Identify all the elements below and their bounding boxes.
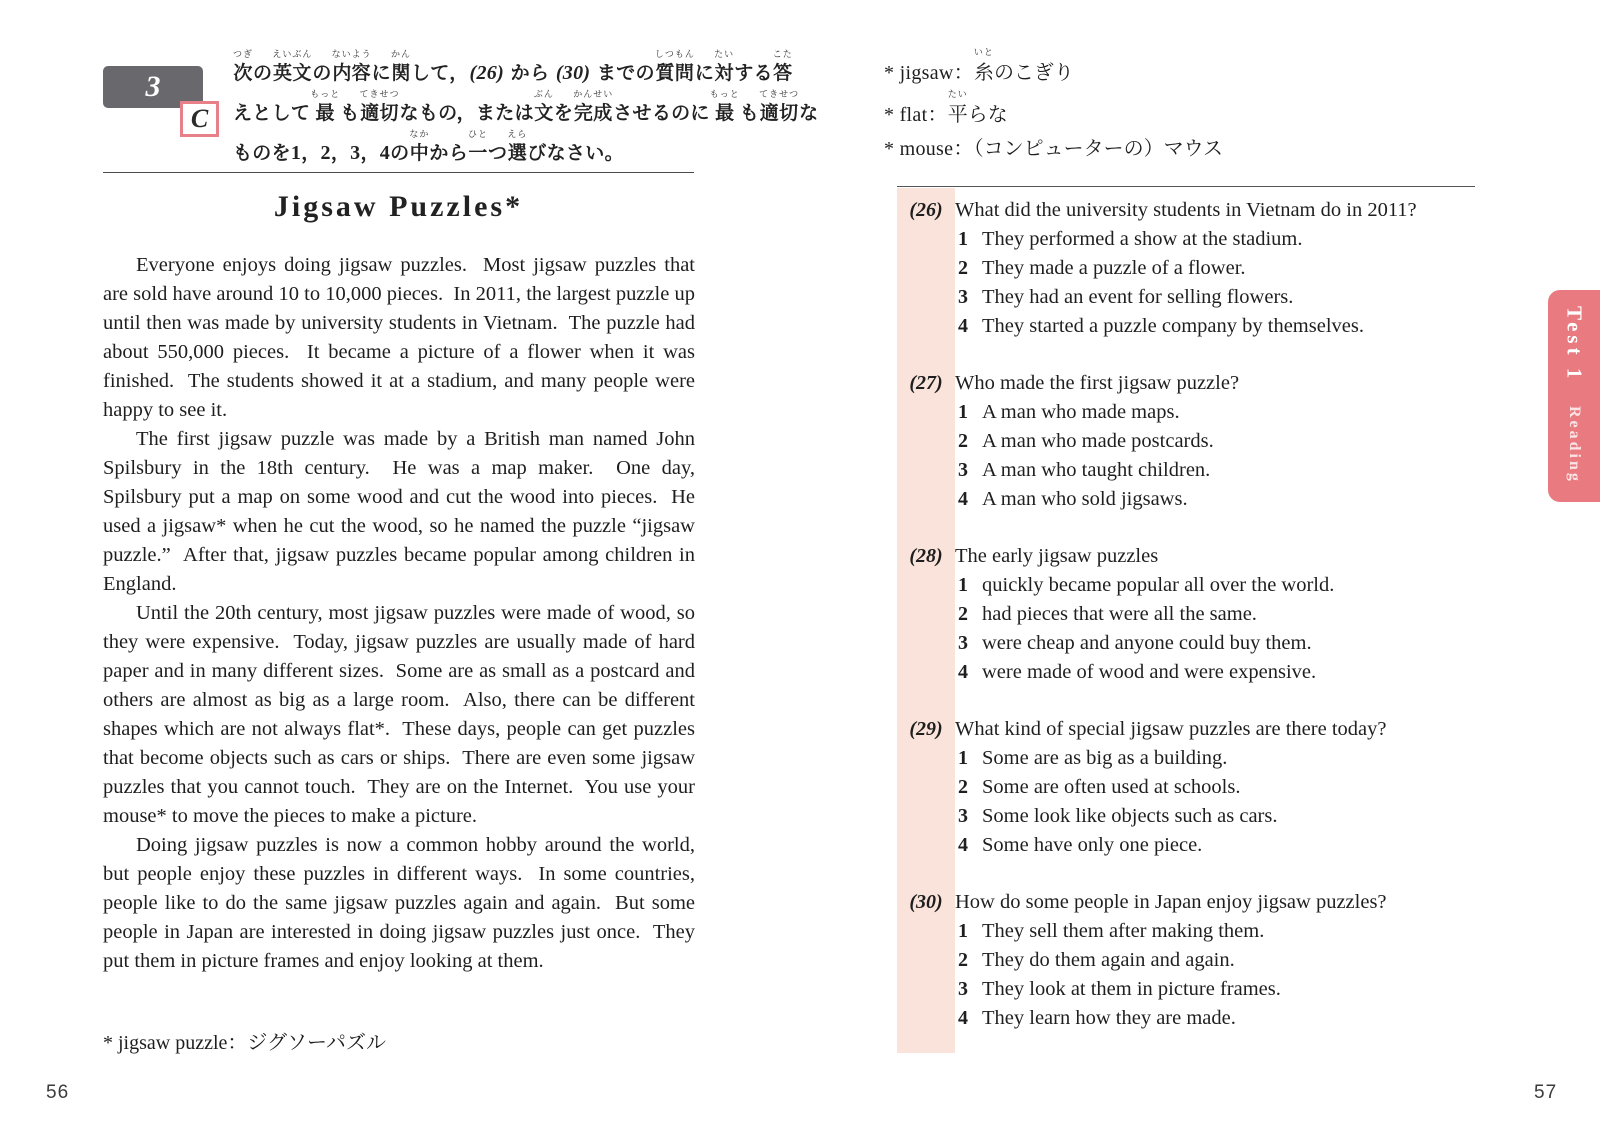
ruby-base: 一 — [468, 143, 488, 164]
option-text: They made a puzzle of a flower. — [982, 257, 1246, 279]
ruby-segment — [233, 50, 253, 90]
option-number: 3 — [958, 805, 968, 827]
plain-text: なもの，または — [399, 103, 534, 124]
option-number: 4 — [958, 834, 968, 856]
instruction-text — [233, 49, 819, 170]
option-text: A man who made maps. — [982, 401, 1180, 423]
furigana: こた — [772, 49, 793, 59]
passage-paragraph: Everyone enjoys doing jigsaw puzzles. Most jigsaw puzzles that are sold have around 10 to 10,000 pieces. In 2011, the largest puzzle up until then was made by university students in Vietnam. The puzzle had about 550,000 pieces. It became a picture of a flower when it was finished. The students showed it at a stadium, and many people were happy to see it. — [103, 254, 701, 421]
option-item — [955, 398, 1475, 427]
furigana: かんせい — [573, 89, 614, 99]
option-item — [955, 773, 1475, 802]
option-item — [955, 917, 1475, 946]
furigana: なか — [409, 129, 430, 139]
furigana: てきせつ — [359, 89, 400, 99]
plain-text: の — [312, 63, 332, 84]
option-text: They had an event for selling flowers. — [982, 286, 1294, 308]
question-block — [897, 715, 1475, 860]
side-tab — [1548, 290, 1600, 502]
plain-text: から — [429, 143, 469, 164]
ruby-segment — [974, 48, 994, 90]
ruby-segment — [507, 130, 527, 170]
ruby-base: 対 — [714, 63, 734, 84]
ruby-segment — [272, 50, 312, 90]
emphasized-text: 2 — [320, 142, 331, 164]
ruby-segment — [948, 90, 968, 132]
ruby-base: 適切 — [360, 103, 399, 124]
furigana: ひと — [468, 129, 489, 139]
question-text: The early jigsaw puzzles — [955, 545, 1159, 567]
glossary-item — [884, 90, 1223, 132]
emphasized-text: (26) — [469, 62, 505, 84]
ruby-base: 文 — [534, 103, 554, 124]
option-item — [955, 485, 1475, 514]
option-item — [955, 744, 1475, 773]
ruby-base: 関 — [391, 63, 411, 84]
option-text: Some are as big as a building. — [982, 747, 1228, 769]
passage-footnote: * jigsaw puzzle：ジグソーパズル — [103, 1032, 387, 1054]
emphasized-text: (30) — [555, 62, 591, 84]
ruby-segment — [573, 90, 613, 130]
instruction-line — [233, 89, 819, 130]
question-section-badge: 3 — [103, 66, 203, 108]
plain-text: して， — [411, 63, 469, 84]
ruby-segment — [773, 50, 793, 90]
furigana: いと — [973, 47, 994, 57]
plain-text: ， — [360, 143, 380, 164]
ruby-base: 選 — [507, 143, 528, 164]
question-block — [897, 888, 1475, 1033]
plain-text: から — [505, 63, 555, 84]
glossary-item — [884, 132, 1223, 166]
plain-text: びなさい。 — [527, 143, 624, 164]
ruby-base: 適切 — [759, 103, 799, 124]
ruby-segment — [468, 130, 488, 170]
option-text: They sell them after making them. — [982, 920, 1265, 942]
option-item — [955, 946, 1475, 975]
plain-text: つ — [488, 143, 508, 164]
plain-text: らな — [967, 104, 1008, 126]
page-number-right: 57 — [1534, 1082, 1558, 1103]
ruby-base: 英文 — [273, 63, 312, 84]
side-tab-test-label: Test 1 — [1562, 306, 1587, 383]
option-text: Some have only one piece. — [982, 834, 1203, 856]
question-number: (29) — [909, 718, 943, 740]
furigana: しつもん — [654, 49, 695, 59]
question-body — [955, 715, 1475, 860]
option-text: Some are often used at schools. — [982, 776, 1241, 798]
option-item — [955, 427, 1475, 456]
question-body — [955, 542, 1475, 687]
option-number: 1 — [958, 574, 968, 596]
plain-text: を — [553, 103, 574, 124]
furigana: たい — [714, 49, 735, 59]
furigana: かん — [390, 49, 411, 59]
question-number: (28) — [909, 545, 943, 567]
furigana: たい — [947, 89, 968, 99]
question-text: What kind of special jigsaw puzzles are there today? — [955, 718, 1387, 740]
ruby-base: 内容 — [332, 63, 371, 84]
option-number: 2 — [958, 603, 968, 625]
plain-text: する — [734, 63, 773, 84]
option-item — [955, 658, 1475, 687]
option-number: 3 — [958, 286, 968, 308]
emphasized-text: 3 — [350, 142, 361, 164]
ruby-base: 質問 — [655, 63, 695, 84]
option-number: 4 — [958, 315, 968, 337]
glossary-term: * mouse： — [884, 138, 974, 160]
question-block — [897, 542, 1475, 687]
ruby-base: 糸 — [973, 62, 994, 84]
question-text: What did the university students in Vietnam do in 2011? — [955, 199, 1417, 221]
option-text: A man who made postcards. — [982, 430, 1214, 452]
option-item — [955, 571, 1475, 600]
option-number: 1 — [958, 920, 968, 942]
ruby-segment — [310, 90, 340, 130]
ruby-segment — [710, 90, 740, 130]
option-text: A man who taught children. — [982, 459, 1211, 481]
option-item — [955, 283, 1475, 312]
furigana: ぶん — [533, 89, 554, 99]
option-number: 4 — [958, 488, 968, 510]
plain-text: までの — [591, 63, 655, 84]
passage-title: Jigsaw Puzzles* — [273, 190, 524, 223]
side-tab-section-label: Reading — [1566, 406, 1583, 485]
option-number: 1 — [958, 401, 968, 423]
option-number: 1 — [958, 228, 968, 250]
plain-text: ものを — [233, 143, 291, 164]
ruby-segment — [360, 90, 400, 130]
option-number: 2 — [958, 430, 968, 452]
furigana: ないよう — [331, 49, 372, 59]
option-item — [955, 831, 1475, 860]
option-number: 1 — [958, 747, 968, 769]
option-number: 2 — [958, 776, 968, 798]
ruby-segment — [534, 90, 554, 130]
passage-paragraph: Doing jigsaw puzzles is now a common hobby around the world, but people enjoy these puzzles in different ways. In some countries, people like to do the same jigsaw puzzles again and again. But some people in Japan are interested in doing jigsaw puzzles just once. They put them in picture frames and enjoy looking at them. — [103, 834, 701, 972]
ruby-base: 中 — [409, 143, 430, 164]
option-text: had pieces that were all the same. — [982, 603, 1257, 625]
option-text: A man who sold jigsaws. — [982, 488, 1188, 510]
plain-text: させるのに — [613, 103, 710, 124]
option-text: They performed a show at the stadium. — [982, 228, 1303, 250]
option-item — [955, 312, 1475, 341]
ruby-segment — [332, 50, 372, 90]
question-block — [897, 369, 1475, 514]
question-body — [955, 196, 1475, 341]
option-text: were cheap and anyone could buy them. — [982, 632, 1312, 654]
instruction-line — [233, 130, 713, 170]
plain-text: に — [371, 63, 391, 84]
option-text: were made of wood and were expensive. — [982, 661, 1317, 683]
option-text: They do them again and again. — [982, 949, 1235, 971]
furigana: つぎ — [233, 49, 254, 59]
ruby-base: 次 — [233, 63, 253, 84]
question-list — [897, 187, 1475, 1033]
ruby-base: 完成 — [573, 103, 613, 124]
option-item — [955, 629, 1475, 658]
plain-text: な — [799, 103, 819, 124]
option-number: 4 — [958, 1007, 968, 1029]
option-number: 2 — [958, 949, 968, 971]
option-text: They look at them in picture frames. — [982, 978, 1281, 1000]
option-item — [955, 1004, 1475, 1033]
question-body — [955, 888, 1475, 1033]
furigana: もっと — [310, 89, 341, 99]
ruby-base: 最 — [715, 103, 735, 124]
option-text: They learn how they are made. — [982, 1007, 1236, 1029]
option-text: They started a puzzle company by themselves. — [982, 315, 1364, 337]
title-divider — [103, 172, 694, 173]
furigana: えいぶん — [272, 49, 313, 59]
page-number-left: 56 — [46, 1082, 70, 1103]
ruby-base: 最 — [315, 103, 335, 124]
option-item — [955, 802, 1475, 831]
option-item — [955, 225, 1475, 254]
option-item — [955, 975, 1475, 1004]
option-text: Some look like objects such as cars. — [982, 805, 1278, 827]
glossary — [884, 48, 1223, 166]
option-number: 3 — [958, 978, 968, 1000]
plain-text: の — [253, 63, 273, 84]
glossary-term: * jigsaw： — [884, 62, 974, 84]
emphasized-text: 1 — [290, 142, 302, 164]
ruby-base: 平 — [947, 104, 968, 126]
option-text: quickly became popular all over the world. — [982, 574, 1335, 596]
plain-text: の — [390, 143, 410, 164]
plain-text: のこぎり — [993, 62, 1074, 84]
option-item — [955, 600, 1475, 629]
question-number: (27) — [909, 372, 943, 394]
option-number: 3 — [958, 632, 968, 654]
option-number: 2 — [958, 257, 968, 279]
option-number: 3 — [958, 459, 968, 481]
ruby-segment — [714, 50, 734, 90]
question-number: (26) — [909, 199, 943, 221]
furigana: えら — [507, 129, 528, 139]
option-number: 4 — [958, 661, 968, 683]
question-number: (30) — [909, 891, 943, 913]
ruby-segment — [409, 130, 429, 170]
option-item — [955, 254, 1475, 283]
question-text: How do some people in Japan enjoy jigsaw puzzles? — [955, 891, 1387, 913]
passage-body — [103, 251, 701, 976]
question-text: Who made the first jigsaw puzzle? — [955, 372, 1240, 394]
ruby-segment — [759, 90, 799, 130]
ruby-base: 答 — [773, 63, 793, 84]
instruction-line — [233, 49, 793, 90]
section-letter-badge: C — [180, 101, 219, 137]
plain-text: ， — [301, 143, 321, 164]
option-item — [955, 456, 1475, 485]
passage-paragraph: Until the 20th century, most jigsaw puzzles were made of wood, so they were expensive. Today, jigsaw puzzles are usually made of hard paper and in many different sizes. Some are as small as a postcard and others are almost as big as a large room. Also, there can be different shapes which are not always flat*. These days, people can get puzzles that become objects such as cars or ships. There are even some jigsaw puzzles that you cannot touch. They are on the Internet. You use your mouse* to move the pieces to make a picture. — [103, 602, 701, 827]
glossary-term: * flat： — [884, 104, 948, 126]
plain-text: も — [340, 103, 360, 124]
ruby-segment — [655, 50, 695, 90]
question-body — [955, 369, 1475, 514]
glossary-item — [884, 48, 1223, 90]
plain-text: （コンピューターの）マウス — [973, 138, 1224, 160]
question-block — [897, 196, 1475, 341]
emphasized-text: 4 — [379, 142, 391, 164]
plain-text: ， — [330, 143, 351, 164]
ruby-segment — [391, 50, 411, 90]
plain-text: に — [694, 63, 715, 84]
furigana: てきせつ — [759, 89, 800, 99]
furigana: もっと — [709, 89, 740, 99]
passage-paragraph: The first jigsaw puzzle was made by a British man named John Spilsbury in the 18th century. He was a map maker. One day, Spilsbury put a map on some wood and cut the wood into pieces. He used a jigsaw* when he cut the wood, so he named the puzzle “jigsaw puzzle.” After that, jigsaw puzzles became popular among children in England. — [103, 428, 701, 595]
plain-text: も — [739, 103, 760, 124]
plain-text: えとして — [233, 103, 311, 124]
questions-panel — [897, 186, 1475, 1053]
